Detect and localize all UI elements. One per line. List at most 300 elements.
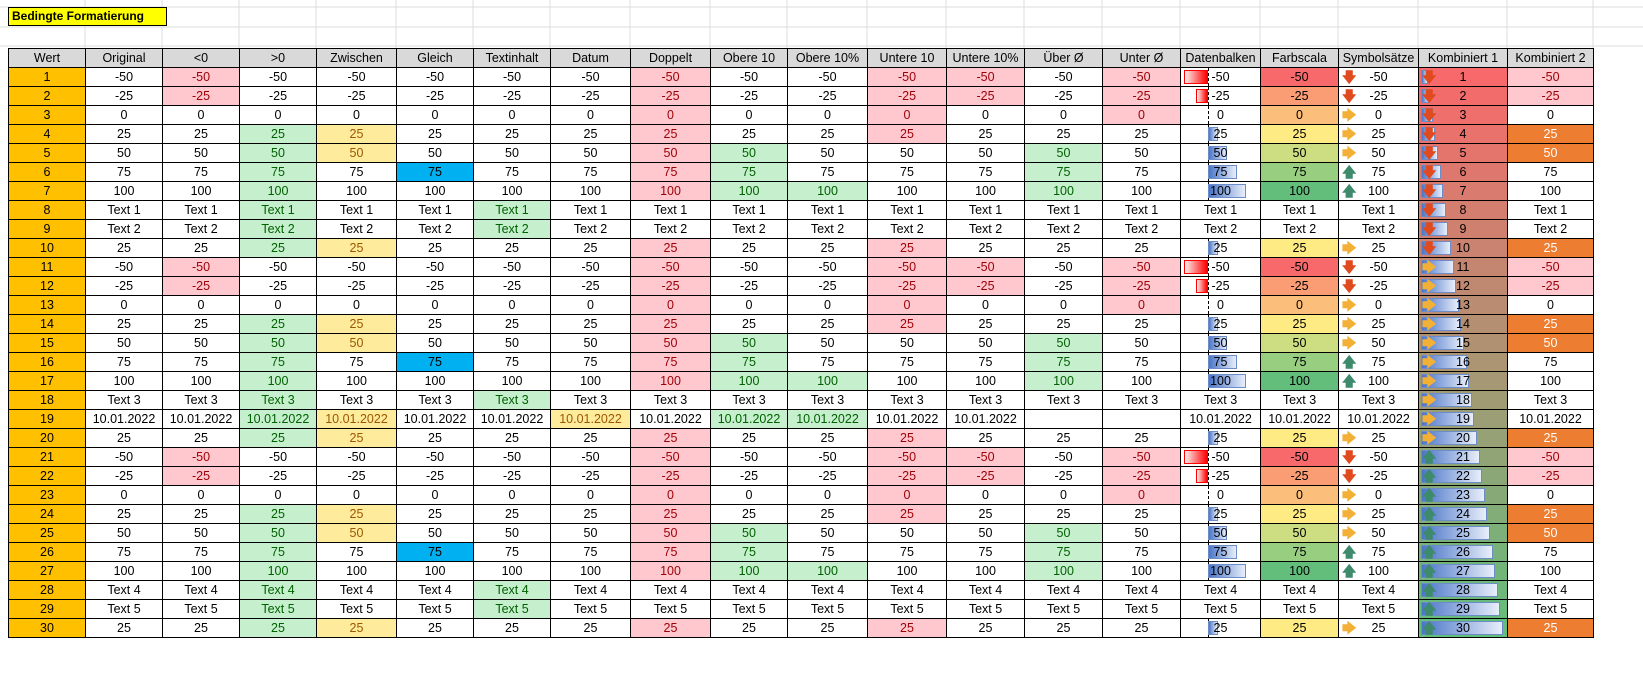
value-cell[interactable]: -25 bbox=[397, 467, 474, 486]
value-cell[interactable]: 25 bbox=[86, 125, 163, 144]
value-cell[interactable]: Text 1 bbox=[788, 201, 868, 220]
value-cell[interactable]: -25 bbox=[631, 277, 711, 296]
value-cell[interactable]: Text 3 bbox=[947, 391, 1025, 410]
value-cell[interactable]: Text 5 bbox=[397, 600, 474, 619]
combined-1-cell[interactable] bbox=[1419, 543, 1508, 562]
value-cell[interactable]: Text 3 bbox=[86, 391, 163, 410]
value-cell[interactable]: 75 bbox=[474, 163, 551, 182]
value-cell[interactable]: 10.01.2022 bbox=[163, 410, 240, 429]
value-cell[interactable]: -25 bbox=[397, 277, 474, 296]
value-cell[interactable]: 25 bbox=[317, 505, 397, 524]
value-cell[interactable]: -25 bbox=[1103, 467, 1181, 486]
value-cell[interactable]: 25 bbox=[868, 125, 947, 144]
value-cell[interactable]: 25 bbox=[86, 239, 163, 258]
value-cell[interactable]: 25 bbox=[868, 619, 947, 638]
combined-1-cell[interactable] bbox=[1419, 220, 1508, 239]
value-cell[interactable]: -50 bbox=[397, 258, 474, 277]
combined-1-cell[interactable] bbox=[1419, 239, 1508, 258]
value-cell[interactable]: Text 5 bbox=[240, 600, 317, 619]
value-cell[interactable]: 100 bbox=[86, 372, 163, 391]
value-cell[interactable]: 50 bbox=[551, 524, 631, 543]
color-scale-cell[interactable]: 100 bbox=[1261, 372, 1339, 391]
wert-cell[interactable]: 3 bbox=[9, 106, 86, 125]
data-bar-cell[interactable] bbox=[1181, 106, 1261, 125]
combined-1-cell[interactable] bbox=[1419, 68, 1508, 87]
color-scale-cell[interactable]: 75 bbox=[1261, 353, 1339, 372]
color-scale-cell[interactable]: 50 bbox=[1261, 524, 1339, 543]
value-cell[interactable]: Text 3 bbox=[240, 391, 317, 410]
icon-set-cell[interactable] bbox=[1339, 144, 1419, 163]
value-cell[interactable]: 0 bbox=[788, 486, 868, 505]
value-cell[interactable]: Text 4 bbox=[711, 581, 788, 600]
value-cell[interactable]: 0 bbox=[711, 106, 788, 125]
value-cell[interactable]: Text 2 bbox=[163, 220, 240, 239]
data-bar-cell[interactable] bbox=[1181, 87, 1261, 106]
wert-cell[interactable]: 1 bbox=[9, 68, 86, 87]
combined-1-cell[interactable] bbox=[1419, 201, 1508, 220]
value-cell[interactable]: 50 bbox=[1508, 144, 1594, 163]
value-cell[interactable]: Text 4 bbox=[86, 581, 163, 600]
value-cell[interactable]: 75 bbox=[163, 353, 240, 372]
wert-cell[interactable]: 13 bbox=[9, 296, 86, 315]
value-cell[interactable]: 25 bbox=[397, 505, 474, 524]
data-bar-cell[interactable] bbox=[1181, 201, 1261, 220]
value-cell[interactable]: Text 3 bbox=[1025, 391, 1103, 410]
wert-cell[interactable]: 20 bbox=[9, 429, 86, 448]
value-cell[interactable]: -50 bbox=[1103, 258, 1181, 277]
value-cell[interactable]: Text 2 bbox=[474, 220, 551, 239]
value-cell[interactable]: -50 bbox=[551, 68, 631, 87]
value-cell[interactable]: 25 bbox=[317, 315, 397, 334]
value-cell[interactable]: 50 bbox=[1025, 524, 1103, 543]
value-cell[interactable]: -25 bbox=[947, 467, 1025, 486]
icon-set-cell[interactable] bbox=[1339, 429, 1419, 448]
value-cell[interactable]: 25 bbox=[551, 429, 631, 448]
value-cell[interactable]: -25 bbox=[947, 87, 1025, 106]
icon-set-cell[interactable] bbox=[1339, 543, 1419, 562]
value-cell[interactable]: 100 bbox=[868, 372, 947, 391]
value-cell[interactable]: -25 bbox=[1025, 467, 1103, 486]
data-bar-cell[interactable] bbox=[1181, 600, 1261, 619]
value-cell[interactable]: Text 1 bbox=[397, 201, 474, 220]
value-cell[interactable]: 25 bbox=[1103, 315, 1181, 334]
column-header[interactable]: Datenbalken bbox=[1181, 49, 1261, 68]
value-cell[interactable]: 0 bbox=[397, 106, 474, 125]
value-cell[interactable]: 25 bbox=[1508, 125, 1594, 144]
value-cell[interactable]: 25 bbox=[397, 125, 474, 144]
value-cell[interactable]: -25 bbox=[474, 467, 551, 486]
data-bar-cell[interactable] bbox=[1181, 524, 1261, 543]
value-cell[interactable]: 75 bbox=[397, 163, 474, 182]
value-cell[interactable]: Text 1 bbox=[868, 201, 947, 220]
value-cell[interactable]: 25 bbox=[711, 505, 788, 524]
value-cell[interactable]: 25 bbox=[631, 505, 711, 524]
wert-cell[interactable]: 11 bbox=[9, 258, 86, 277]
value-cell[interactable]: 50 bbox=[474, 334, 551, 353]
value-cell[interactable]: 25 bbox=[551, 239, 631, 258]
value-cell[interactable]: 50 bbox=[163, 334, 240, 353]
value-cell[interactable]: 25 bbox=[163, 619, 240, 638]
value-cell[interactable]: 10.01.2022 bbox=[1508, 410, 1594, 429]
color-scale-cell[interactable]: 25 bbox=[1261, 315, 1339, 334]
value-cell[interactable]: -50 bbox=[788, 68, 868, 87]
value-cell[interactable]: -25 bbox=[1103, 277, 1181, 296]
value-cell[interactable]: 100 bbox=[397, 372, 474, 391]
value-cell[interactable]: 75 bbox=[86, 353, 163, 372]
value-cell[interactable]: 75 bbox=[947, 163, 1025, 182]
value-cell[interactable]: 50 bbox=[711, 524, 788, 543]
value-cell[interactable]: Text 2 bbox=[631, 220, 711, 239]
value-cell[interactable]: 25 bbox=[551, 505, 631, 524]
value-cell[interactable]: 25 bbox=[947, 619, 1025, 638]
value-cell[interactable]: 25 bbox=[163, 505, 240, 524]
value-cell[interactable]: 50 bbox=[474, 524, 551, 543]
wert-cell[interactable]: 18 bbox=[9, 391, 86, 410]
value-cell[interactable]: 25 bbox=[240, 315, 317, 334]
value-cell[interactable]: 100 bbox=[240, 182, 317, 201]
combined-1-cell[interactable] bbox=[1419, 315, 1508, 334]
value-cell[interactable]: 25 bbox=[474, 505, 551, 524]
value-cell[interactable]: Text 4 bbox=[474, 581, 551, 600]
value-cell[interactable]: 50 bbox=[788, 334, 868, 353]
value-cell[interactable]: 100 bbox=[551, 182, 631, 201]
value-cell[interactable]: 25 bbox=[1103, 125, 1181, 144]
value-cell[interactable]: -50 bbox=[397, 448, 474, 467]
value-cell[interactable]: Text 1 bbox=[631, 201, 711, 220]
value-cell[interactable]: 25 bbox=[551, 125, 631, 144]
value-cell[interactable]: 100 bbox=[86, 182, 163, 201]
combined-1-cell[interactable] bbox=[1419, 106, 1508, 125]
column-header[interactable]: Datum bbox=[551, 49, 631, 68]
value-cell[interactable]: -25 bbox=[788, 277, 868, 296]
value-cell[interactable]: 0 bbox=[240, 106, 317, 125]
value-cell[interactable]: 50 bbox=[788, 144, 868, 163]
value-cell[interactable]: 75 bbox=[1025, 163, 1103, 182]
value-cell[interactable]: 75 bbox=[711, 163, 788, 182]
value-cell[interactable]: -25 bbox=[1508, 277, 1594, 296]
value-cell[interactable]: -25 bbox=[474, 277, 551, 296]
value-cell[interactable]: 75 bbox=[86, 163, 163, 182]
icon-set-cell[interactable] bbox=[1339, 106, 1419, 125]
value-cell[interactable]: -25 bbox=[788, 87, 868, 106]
value-cell[interactable]: 25 bbox=[317, 619, 397, 638]
value-cell[interactable]: 0 bbox=[240, 296, 317, 315]
value-cell[interactable]: 50 bbox=[86, 144, 163, 163]
value-cell[interactable]: 0 bbox=[788, 296, 868, 315]
combined-1-cell[interactable] bbox=[1419, 258, 1508, 277]
value-cell[interactable]: 25 bbox=[1103, 429, 1181, 448]
value-cell[interactable]: 100 bbox=[947, 372, 1025, 391]
value-cell[interactable]: 25 bbox=[1508, 619, 1594, 638]
value-cell[interactable]: 25 bbox=[240, 619, 317, 638]
value-cell[interactable]: -50 bbox=[1508, 68, 1594, 87]
column-header[interactable]: Unter Ø bbox=[1103, 49, 1181, 68]
value-cell[interactable]: -50 bbox=[1508, 448, 1594, 467]
data-bar-cell[interactable] bbox=[1181, 239, 1261, 258]
icon-set-cell[interactable] bbox=[1339, 182, 1419, 201]
value-cell[interactable]: -50 bbox=[631, 68, 711, 87]
value-cell[interactable]: 25 bbox=[86, 315, 163, 334]
value-cell[interactable]: Text 1 bbox=[474, 201, 551, 220]
value-cell[interactable]: 50 bbox=[397, 334, 474, 353]
value-cell[interactable]: 0 bbox=[631, 486, 711, 505]
wert-cell[interactable]: 24 bbox=[9, 505, 86, 524]
value-cell[interactable]: 100 bbox=[1025, 372, 1103, 391]
value-cell[interactable]: 25 bbox=[1103, 239, 1181, 258]
value-cell[interactable]: 25 bbox=[711, 429, 788, 448]
value-cell[interactable]: 100 bbox=[317, 182, 397, 201]
combined-1-cell[interactable] bbox=[1419, 410, 1508, 429]
value-cell[interactable]: 50 bbox=[947, 334, 1025, 353]
value-cell[interactable]: 25 bbox=[317, 239, 397, 258]
value-cell[interactable]: 100 bbox=[474, 182, 551, 201]
value-cell[interactable]: -50 bbox=[86, 258, 163, 277]
value-cell[interactable]: -25 bbox=[788, 467, 868, 486]
value-cell[interactable]: 50 bbox=[317, 524, 397, 543]
value-cell[interactable]: Text 3 bbox=[397, 391, 474, 410]
value-cell[interactable]: 75 bbox=[947, 543, 1025, 562]
data-bar-cell[interactable] bbox=[1181, 619, 1261, 638]
value-cell[interactable]: 25 bbox=[947, 125, 1025, 144]
value-cell[interactable]: 100 bbox=[163, 562, 240, 581]
value-cell[interactable]: 0 bbox=[788, 106, 868, 125]
color-scale-cell[interactable]: -50 bbox=[1261, 448, 1339, 467]
value-cell[interactable]: Text 1 bbox=[163, 201, 240, 220]
value-cell[interactable]: 0 bbox=[947, 106, 1025, 125]
value-cell[interactable]: 10.01.2022 bbox=[397, 410, 474, 429]
value-cell[interactable]: 50 bbox=[1025, 144, 1103, 163]
value-cell[interactable]: Text 3 bbox=[474, 391, 551, 410]
value-cell[interactable]: 0 bbox=[163, 296, 240, 315]
icon-set-cell[interactable] bbox=[1339, 372, 1419, 391]
value-cell[interactable]: Text 2 bbox=[947, 220, 1025, 239]
value-cell[interactable]: -25 bbox=[163, 87, 240, 106]
value-cell[interactable]: 25 bbox=[240, 125, 317, 144]
value-cell[interactable]: Text 5 bbox=[317, 600, 397, 619]
value-cell[interactable]: 25 bbox=[631, 239, 711, 258]
value-cell[interactable]: 0 bbox=[1103, 296, 1181, 315]
value-cell[interactable]: 50 bbox=[868, 334, 947, 353]
value-cell[interactable]: 50 bbox=[1103, 334, 1181, 353]
value-cell[interactable]: 75 bbox=[1103, 353, 1181, 372]
value-cell[interactable]: 75 bbox=[868, 163, 947, 182]
value-cell[interactable]: 25 bbox=[474, 125, 551, 144]
value-cell[interactable]: -25 bbox=[240, 277, 317, 296]
value-cell[interactable]: -50 bbox=[163, 258, 240, 277]
value-cell[interactable]: 100 bbox=[474, 372, 551, 391]
color-scale-cell[interactable]: -25 bbox=[1261, 467, 1339, 486]
value-cell[interactable]: -50 bbox=[868, 68, 947, 87]
icon-set-cell[interactable] bbox=[1339, 258, 1419, 277]
value-cell[interactable]: Text 3 bbox=[631, 391, 711, 410]
value-cell[interactable]: 25 bbox=[86, 619, 163, 638]
value-cell[interactable]: 0 bbox=[1103, 486, 1181, 505]
wert-cell[interactable]: 4 bbox=[9, 125, 86, 144]
value-cell[interactable]: -25 bbox=[86, 87, 163, 106]
icon-set-cell[interactable] bbox=[1339, 448, 1419, 467]
value-cell[interactable]: Text 2 bbox=[86, 220, 163, 239]
value-cell[interactable]: -25 bbox=[1025, 87, 1103, 106]
value-cell[interactable]: 25 bbox=[317, 125, 397, 144]
value-cell[interactable]: 100 bbox=[240, 372, 317, 391]
value-cell[interactable]: 25 bbox=[163, 315, 240, 334]
value-cell[interactable]: 100 bbox=[1508, 372, 1594, 391]
color-scale-cell[interactable]: 25 bbox=[1261, 505, 1339, 524]
wert-cell[interactable]: 5 bbox=[9, 144, 86, 163]
column-header[interactable]: Obere 10 bbox=[711, 49, 788, 68]
value-cell[interactable]: 0 bbox=[631, 106, 711, 125]
combined-1-cell[interactable] bbox=[1419, 144, 1508, 163]
value-cell[interactable]: 75 bbox=[711, 543, 788, 562]
icon-set-cell[interactable] bbox=[1339, 562, 1419, 581]
column-header[interactable]: Symbolsätze bbox=[1339, 49, 1419, 68]
value-cell[interactable]: 10.01.2022 bbox=[474, 410, 551, 429]
value-cell[interactable]: 75 bbox=[868, 543, 947, 562]
value-cell[interactable]: 25 bbox=[240, 505, 317, 524]
color-scale-cell[interactable]: -25 bbox=[1261, 87, 1339, 106]
value-cell[interactable]: 0 bbox=[711, 296, 788, 315]
color-scale-cell[interactable]: 25 bbox=[1261, 619, 1339, 638]
value-cell[interactable] bbox=[1025, 410, 1103, 429]
color-scale-cell[interactable]: 75 bbox=[1261, 163, 1339, 182]
value-cell[interactable]: 75 bbox=[788, 353, 868, 372]
combined-1-cell[interactable] bbox=[1419, 334, 1508, 353]
value-cell[interactable]: 25 bbox=[788, 429, 868, 448]
value-cell[interactable]: -50 bbox=[240, 258, 317, 277]
value-cell[interactable]: 0 bbox=[868, 106, 947, 125]
value-cell[interactable]: 50 bbox=[86, 334, 163, 353]
value-cell[interactable]: 25 bbox=[1103, 619, 1181, 638]
data-bar-cell[interactable] bbox=[1181, 410, 1261, 429]
value-cell[interactable]: -50 bbox=[551, 258, 631, 277]
value-cell[interactable]: 50 bbox=[474, 144, 551, 163]
combined-1-cell[interactable] bbox=[1419, 296, 1508, 315]
value-cell[interactable]: 0 bbox=[317, 296, 397, 315]
value-cell[interactable]: 0 bbox=[317, 106, 397, 125]
value-cell[interactable]: 25 bbox=[240, 239, 317, 258]
wert-cell[interactable]: 6 bbox=[9, 163, 86, 182]
value-cell[interactable]: 100 bbox=[711, 372, 788, 391]
value-cell[interactable]: -50 bbox=[1508, 258, 1594, 277]
value-cell[interactable]: 100 bbox=[788, 562, 868, 581]
value-cell[interactable]: 25 bbox=[317, 429, 397, 448]
value-cell[interactable]: 25 bbox=[631, 315, 711, 334]
icon-set-cell[interactable] bbox=[1339, 87, 1419, 106]
value-cell[interactable]: -50 bbox=[317, 68, 397, 87]
value-cell[interactable]: 75 bbox=[317, 353, 397, 372]
value-cell[interactable]: 10.01.2022 bbox=[86, 410, 163, 429]
wert-cell[interactable]: 27 bbox=[9, 562, 86, 581]
value-cell[interactable]: Text 5 bbox=[86, 600, 163, 619]
value-cell[interactable]: Text 5 bbox=[1025, 600, 1103, 619]
value-cell[interactable]: 25 bbox=[1025, 125, 1103, 144]
value-cell[interactable]: -25 bbox=[947, 277, 1025, 296]
value-cell[interactable]: 50 bbox=[711, 334, 788, 353]
value-cell[interactable]: 50 bbox=[868, 524, 947, 543]
combined-1-cell[interactable] bbox=[1419, 163, 1508, 182]
value-cell[interactable]: 10.01.2022 bbox=[711, 410, 788, 429]
value-cell[interactable]: 50 bbox=[1103, 144, 1181, 163]
value-cell[interactable]: Text 2 bbox=[397, 220, 474, 239]
value-cell[interactable]: 75 bbox=[240, 543, 317, 562]
color-scale-cell[interactable]: 25 bbox=[1261, 125, 1339, 144]
value-cell[interactable]: Text 3 bbox=[868, 391, 947, 410]
value-cell[interactable]: -50 bbox=[1103, 448, 1181, 467]
value-cell[interactable]: Text 3 bbox=[1508, 391, 1594, 410]
value-cell[interactable]: 50 bbox=[397, 144, 474, 163]
icon-set-cell[interactable] bbox=[1339, 505, 1419, 524]
value-cell[interactable]: 100 bbox=[551, 372, 631, 391]
wert-cell[interactable]: 22 bbox=[9, 467, 86, 486]
value-cell[interactable]: 25 bbox=[474, 239, 551, 258]
icon-set-cell[interactable] bbox=[1339, 619, 1419, 638]
value-cell[interactable]: 75 bbox=[1508, 163, 1594, 182]
value-cell[interactable]: -25 bbox=[317, 467, 397, 486]
value-cell[interactable]: 100 bbox=[631, 562, 711, 581]
value-cell[interactable]: 0 bbox=[1508, 486, 1594, 505]
value-cell[interactable]: Text 1 bbox=[1508, 201, 1594, 220]
value-cell[interactable]: Text 4 bbox=[397, 581, 474, 600]
combined-1-cell[interactable] bbox=[1419, 619, 1508, 638]
value-cell[interactable]: 100 bbox=[947, 562, 1025, 581]
value-cell[interactable]: -50 bbox=[711, 258, 788, 277]
value-cell[interactable]: 100 bbox=[86, 562, 163, 581]
value-cell[interactable]: 50 bbox=[240, 334, 317, 353]
value-cell[interactable]: -50 bbox=[551, 448, 631, 467]
value-cell[interactable]: 25 bbox=[397, 239, 474, 258]
value-cell[interactable]: -25 bbox=[711, 277, 788, 296]
icon-set-cell[interactable] bbox=[1339, 315, 1419, 334]
value-cell[interactable]: 0 bbox=[474, 296, 551, 315]
wert-cell[interactable]: 23 bbox=[9, 486, 86, 505]
value-cell[interactable]: Text 3 bbox=[1103, 391, 1181, 410]
value-cell[interactable]: 25 bbox=[1025, 429, 1103, 448]
data-bar-cell[interactable] bbox=[1181, 353, 1261, 372]
value-cell[interactable]: 25 bbox=[163, 239, 240, 258]
data-bar-cell[interactable] bbox=[1181, 315, 1261, 334]
value-cell[interactable]: 0 bbox=[551, 486, 631, 505]
value-cell[interactable]: 50 bbox=[631, 144, 711, 163]
data-bar-cell[interactable] bbox=[1181, 448, 1261, 467]
combined-1-cell[interactable] bbox=[1419, 391, 1508, 410]
value-cell[interactable]: Text 1 bbox=[86, 201, 163, 220]
value-cell[interactable]: 25 bbox=[551, 315, 631, 334]
combined-1-cell[interactable] bbox=[1419, 429, 1508, 448]
value-cell[interactable]: -50 bbox=[474, 258, 551, 277]
value-cell[interactable]: -50 bbox=[474, 68, 551, 87]
value-cell[interactable]: -25 bbox=[551, 277, 631, 296]
value-cell[interactable]: 0 bbox=[317, 486, 397, 505]
value-cell[interactable]: 100 bbox=[711, 562, 788, 581]
wert-cell[interactable]: 29 bbox=[9, 600, 86, 619]
value-cell[interactable]: -25 bbox=[397, 87, 474, 106]
color-scale-cell[interactable]: Text 1 bbox=[1261, 201, 1339, 220]
value-cell[interactable]: 25 bbox=[1508, 429, 1594, 448]
value-cell[interactable]: 0 bbox=[947, 296, 1025, 315]
value-cell[interactable]: 50 bbox=[631, 334, 711, 353]
value-cell[interactable]: 25 bbox=[711, 619, 788, 638]
value-cell[interactable]: 75 bbox=[947, 353, 1025, 372]
value-cell[interactable]: -50 bbox=[163, 448, 240, 467]
value-cell[interactable]: Text 5 bbox=[551, 600, 631, 619]
value-cell[interactable]: 75 bbox=[1103, 543, 1181, 562]
value-cell[interactable]: 75 bbox=[474, 543, 551, 562]
value-cell[interactable]: -50 bbox=[947, 448, 1025, 467]
value-cell[interactable]: 50 bbox=[1103, 524, 1181, 543]
icon-set-cell[interactable] bbox=[1339, 353, 1419, 372]
value-cell[interactable]: 10.01.2022 bbox=[317, 410, 397, 429]
value-cell[interactable]: Text 2 bbox=[240, 220, 317, 239]
